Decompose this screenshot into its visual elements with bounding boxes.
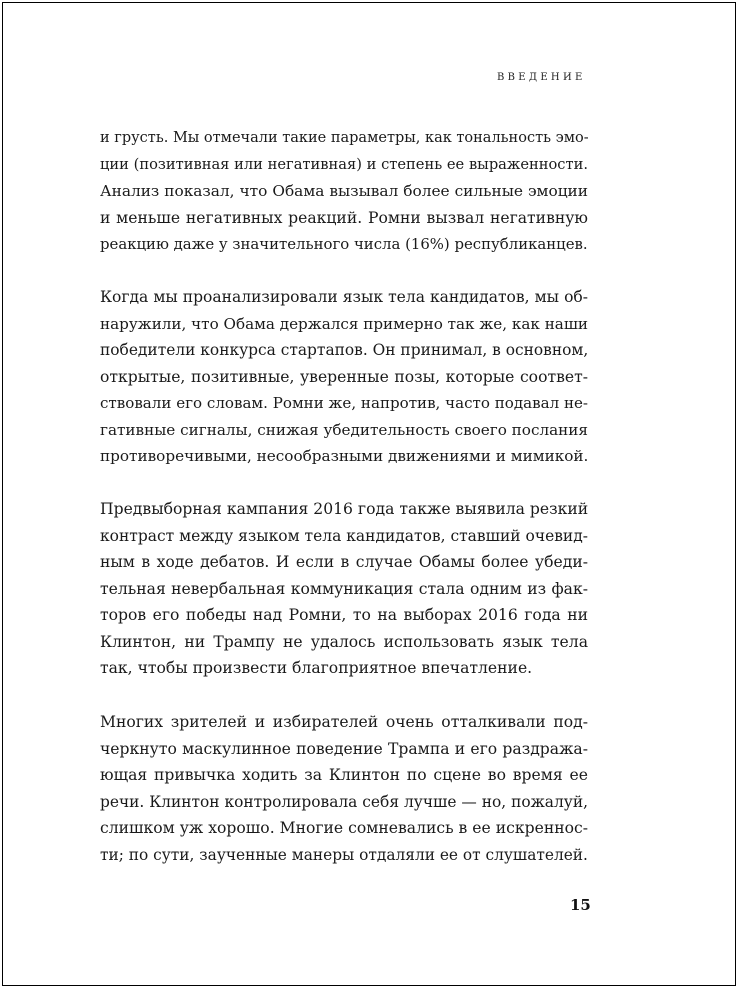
text-line: речи. Клинтон контролировала себя лучше — но, пожалуй, (100, 792, 588, 811)
text-line: гативные сигналы, снижая убедительность своего послания (100, 420, 588, 439)
text-line: Клинтон, ни Трампу не удалось использовать язык тела (100, 632, 588, 651)
text-line: наружили, что Обама держался примерно так же, как наши (100, 314, 589, 333)
running-header: ВВЕДЕНИЕ (497, 72, 586, 83)
page-number: 15 (570, 896, 591, 914)
text-line: ным в ходе дебатов. И если в случае Обамы более убеди- (100, 553, 588, 571)
text-line: Предвыборная кампания 2016 года также выявила резкий (100, 500, 589, 518)
text-line: победители конкурса стартапов. Он принимал, в основном, (100, 341, 589, 359)
text-line: противоречивыми, несообразными движениями и мимикой. (100, 447, 589, 465)
paragraph-3 (100, 496, 588, 682)
text-line: слишком уж хорошо. Многие сомневались в ее искреннос- (100, 819, 588, 837)
text-line: тельная невербальная коммуникация стала одним из фак- (100, 579, 588, 598)
text-line: ти; по сути, заученные манеры отдаляли ее от слушателей. (100, 845, 588, 864)
text-line: ции (позитивная или негативная) и степень ее выраженности. (100, 155, 588, 173)
text-line: торов его победы над Ромни, то на выборах 2016 года ни (100, 606, 588, 624)
paragraph-4 (100, 709, 588, 868)
text-line: и меньше негативных реакций. Ромни вызвал негативную (100, 208, 588, 227)
text-line: открытые, позитивные, уверенные позы, которые соответ- (100, 367, 588, 386)
paragraph-2 (100, 284, 588, 470)
text-line: ствовали его словам. Ромни же, напротив, часто подавал не- (100, 394, 588, 412)
book-page (2, 2, 736, 986)
paragraph-1 (100, 125, 588, 258)
text-line: черкнуто маскулинное поведение Трампа и его раздража- (100, 739, 588, 758)
text-line: Когда мы проанализировали язык тела кандидатов, мы об- (100, 288, 588, 306)
text-line: реакцию даже у значительного числа (16%) республиканцев. (100, 235, 588, 253)
text-line: ющая привычка ходить за Клинтон по сцене во время ее (100, 766, 588, 784)
text-line: и грусть. Мы отмечали такие параметры, как тональность эмо- (100, 130, 589, 146)
text-line: контраст между языком тела кандидатов, ставший очевид- (100, 526, 588, 545)
text-line: Анализ показал, что Обама вызывал более сильные эмоции (100, 182, 588, 200)
text-line: Многих зрителей и избирателей очень отталкивали под- (100, 713, 588, 731)
text-line: так, чтобы произвести благоприятное впечатление. (100, 659, 533, 677)
